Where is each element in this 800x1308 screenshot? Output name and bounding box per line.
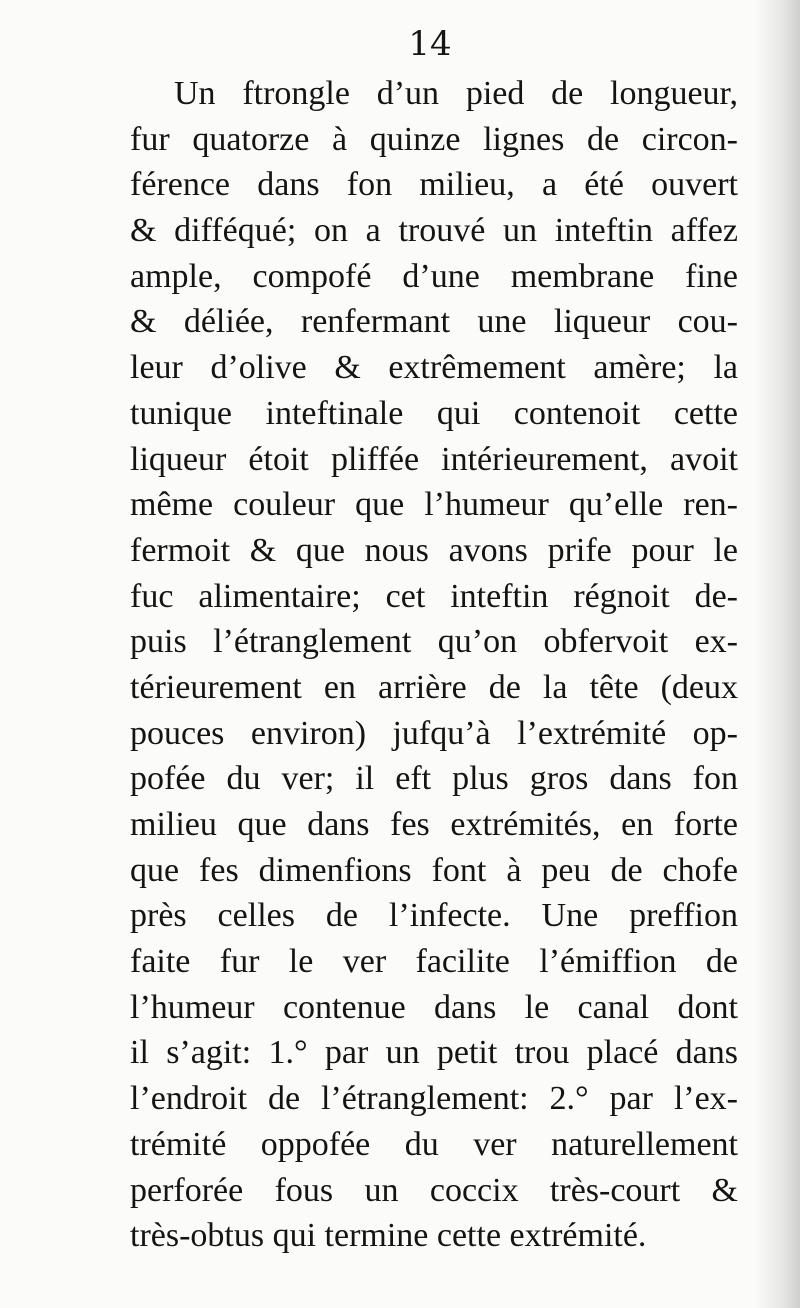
text-line: tunique inteftinale qui contenoit cette — [130, 394, 738, 432]
text-line: milieu que dans fes extrémités, en forte — [130, 806, 738, 843]
text-line: fermoit & que nous avons prife pour le — [130, 531, 738, 569]
gutter-shadow — [754, 0, 800, 1308]
text-line: l’humeur contenue dans le canal dont — [130, 988, 738, 1026]
body-text — [130, 71, 738, 1259]
text-line: puis l’étranglement qu’on obfervoit ex- — [130, 623, 738, 661]
text-line: fuc alimentaire; cet inteftin régnoit de- — [130, 577, 738, 615]
text-line: que fes dimenfions font à peu de chofe — [130, 851, 738, 889]
text-line: & difféqué; on a trouvé un inteftin affez — [130, 212, 738, 250]
text-line: pouces environ) jufqu’à l’extrémité op- — [130, 714, 738, 752]
text-line: perforée fous un coccix très-court & — [130, 1171, 738, 1209]
text-line: pofée du ver; il eft plus gros dans fon — [130, 760, 738, 798]
text-line: très-obtus qui termine cette extrémité. — [130, 1217, 647, 1255]
text-line: leur d’olive & extrêmement amère; la — [130, 349, 738, 387]
text-line: faite fur le ver facilite l’émiffion de — [130, 943, 738, 981]
text-line: même couleur que l’humeur qu’elle ren- — [130, 486, 738, 524]
page-number: 14 — [408, 24, 452, 64]
text-line: fur quatorze à quinze lignes de circon- — [130, 120, 738, 158]
text-line: Un ftrongle d’un pied de longueur, — [174, 75, 738, 112]
text-line: ample, compofé d’une membrane fine — [130, 257, 738, 295]
text-line: liqueur étoit pliffée intérieurement, avoit — [130, 440, 738, 478]
text-line: il s’agit: 1.° par un petit trou placé dans — [130, 1034, 738, 1072]
text-line: térieurement en arrière de la tête (deux — [130, 668, 738, 706]
text-line: près celles de l’infecte. Une preffion — [130, 897, 738, 935]
text-line: trémité oppofée du ver naturellement — [130, 1125, 738, 1163]
text-line: férence dans fon milieu, a été ouvert — [130, 166, 738, 204]
text-line: & déliée, renfermant une liqueur cou- — [130, 303, 738, 341]
text-line: l’endroit de l’étranglement: 2.° par l’ex- — [130, 1080, 738, 1118]
